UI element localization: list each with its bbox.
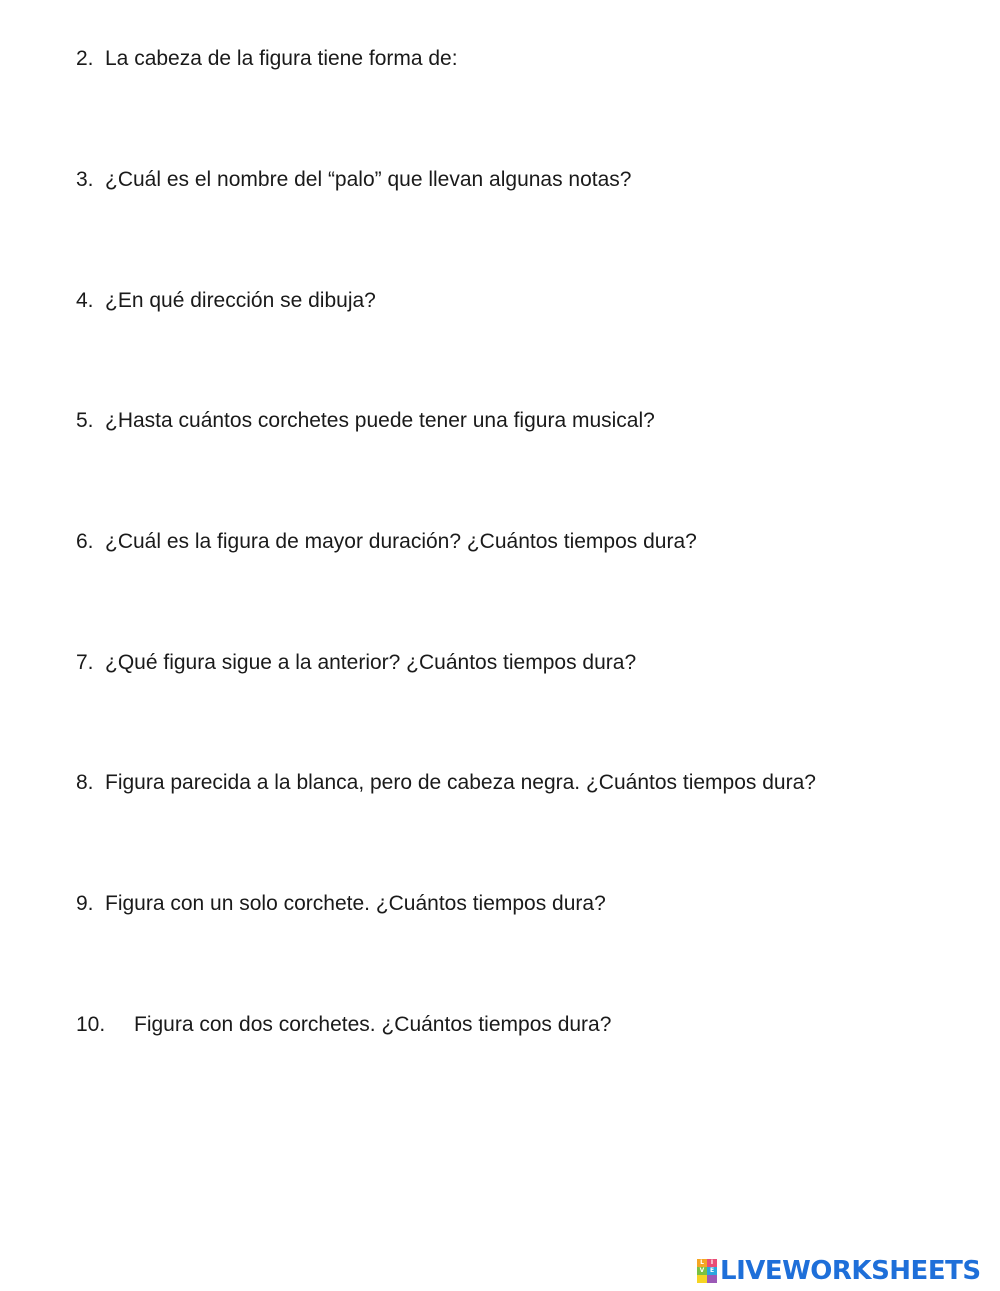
question-text: ¿En qué dirección se dibuja? — [105, 289, 376, 312]
question-3 — [76, 168, 632, 192]
question-6 — [76, 530, 697, 554]
liveworksheets-mark-icon — [697, 1259, 717, 1283]
question-number: 9. — [76, 892, 94, 915]
logo-mark-cell: V — [697, 1267, 707, 1275]
question-text: ¿Cuál es la figura de mayor duración? ¿Cuántos tiempos dura? — [105, 530, 697, 553]
question-text: ¿Hasta cuántos corchetes puede tener una figura musical? — [105, 409, 655, 432]
question-5 — [76, 409, 655, 433]
question-7 — [76, 651, 636, 675]
question-number: 6. — [76, 530, 94, 553]
logo-mark-cell: L — [697, 1259, 707, 1267]
question-number: 8. — [76, 771, 94, 794]
logo-mark-cell: E — [707, 1267, 717, 1275]
question-number: 7. — [76, 651, 94, 674]
question-number: 5. — [76, 409, 94, 432]
question-number: 4. — [76, 289, 94, 312]
logo-mark-cell — [707, 1275, 717, 1283]
question-text: ¿Qué figura sigue a la anterior? ¿Cuántos tiempos dura? — [105, 651, 637, 674]
question-text: Figura con dos corchetes. ¿Cuántos tiempos dura? — [134, 1013, 612, 1036]
question-text: Figura parecida a la blanca, pero de cabeza negra. ¿Cuántos tiempos dura? — [105, 771, 816, 794]
question-8 — [76, 771, 816, 795]
question-number: 2. — [76, 47, 94, 70]
question-2 — [76, 47, 458, 71]
question-number: 10. — [76, 1013, 106, 1036]
question-text: ¿Cuál es el nombre del “palo” que llevan algunas notas? — [105, 168, 632, 191]
logo-wordmark: LIVEWORKSHEETS — [720, 1256, 981, 1286]
question-10 — [76, 1013, 611, 1037]
logo-mark-cell: I — [707, 1259, 717, 1267]
question-4 — [76, 289, 376, 313]
question-number: 3. — [76, 168, 94, 191]
question-text: La cabeza de la figura tiene forma de: — [105, 47, 458, 70]
logo-mark-cell — [697, 1275, 707, 1283]
question-text: Figura con un solo corchete. ¿Cuántos tiempos dura? — [105, 892, 606, 915]
question-9 — [76, 892, 606, 916]
liveworksheets-logo — [697, 1256, 981, 1286]
